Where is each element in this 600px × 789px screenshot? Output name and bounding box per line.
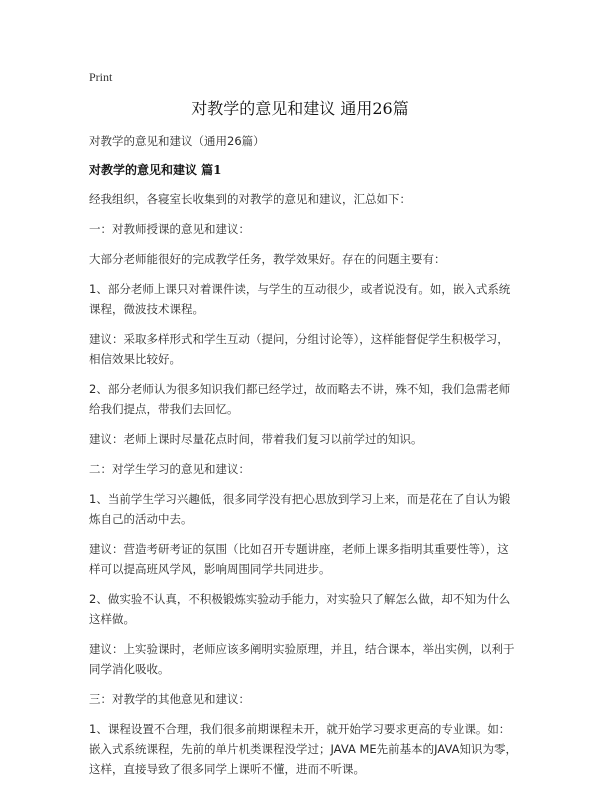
paragraph: 建议：营造考研考证的氛围（比如召开专题讲座，老师上课多指明其重要性等），这样可以提高班风学风，影响周围同学共同进步。 — [89, 542, 509, 576]
document-body — [89, 132, 517, 789]
section-title: 对教学的意见和建议 篇1 — [89, 163, 222, 177]
print-link[interactable]: Print — [89, 70, 113, 84]
paragraph: 大部分老师能很好的完成教学任务，教学效果好。存在的问题主要有： — [89, 252, 446, 266]
document-title: 对教学的意见和建议 通用26篇 — [191, 99, 409, 118]
paragraph: 建议：老师上课时尽量花点时间，带着我们复习以前学过的知识。 — [89, 432, 423, 446]
paragraph: 1、部分老师上课只对着课件读，与学生的互动很少，或者说没有。如，嵌入式系统课程，微波技术课程。 — [89, 282, 511, 316]
paragraph: 2、做实验不认真，不积极锻炼实验动手能力，对实验只了解怎么做，却不知为什么这样做。 — [89, 592, 511, 626]
paragraph: 1、课程设置不合理，我们很多前期课程未开，就开始学习要求更高的专业课。如：嵌入式系统课程，先前的单片机类课程没学过；JAVA ME先前基本的JAVA知识为零，这样，直接导致了很多同学上课听不懂，进而不听课。 — [89, 722, 517, 776]
paragraph: 建议：采取多样形式和学生互动（提问，分组讨论等），这样能督促学生积极学习，相信效果比较好。 — [89, 332, 509, 366]
paragraph: 2、部分老师认为很多知识我们都已经学过，故而略去不讲，殊不知，我们急需老师给我们提点，带我们去回忆。 — [89, 382, 511, 416]
paragraph: 一：对教师授课的意见和建议： — [89, 222, 250, 236]
document-subtitle: 对教学的意见和建议（通用26篇） — [89, 134, 265, 148]
paragraph: 经我组织，各寝室长收集到的对教学的意见和建议，汇总如下： — [89, 192, 411, 206]
paragraph: 三：对教学的其他意见和建议： — [89, 692, 250, 706]
paragraph: 二：对学生学习的意见和建议： — [89, 462, 250, 476]
paragraph: 建议：上实验课时，老师应该多阐明实验原理，并且，结合课本，举出实例，以利于同学消化吸收。 — [89, 642, 515, 676]
paragraph: 1、当前学生学习兴趣低，很多同学没有把心思放到学习上来，而是花在了自认为锻炼自己的活动中去。 — [89, 492, 511, 526]
